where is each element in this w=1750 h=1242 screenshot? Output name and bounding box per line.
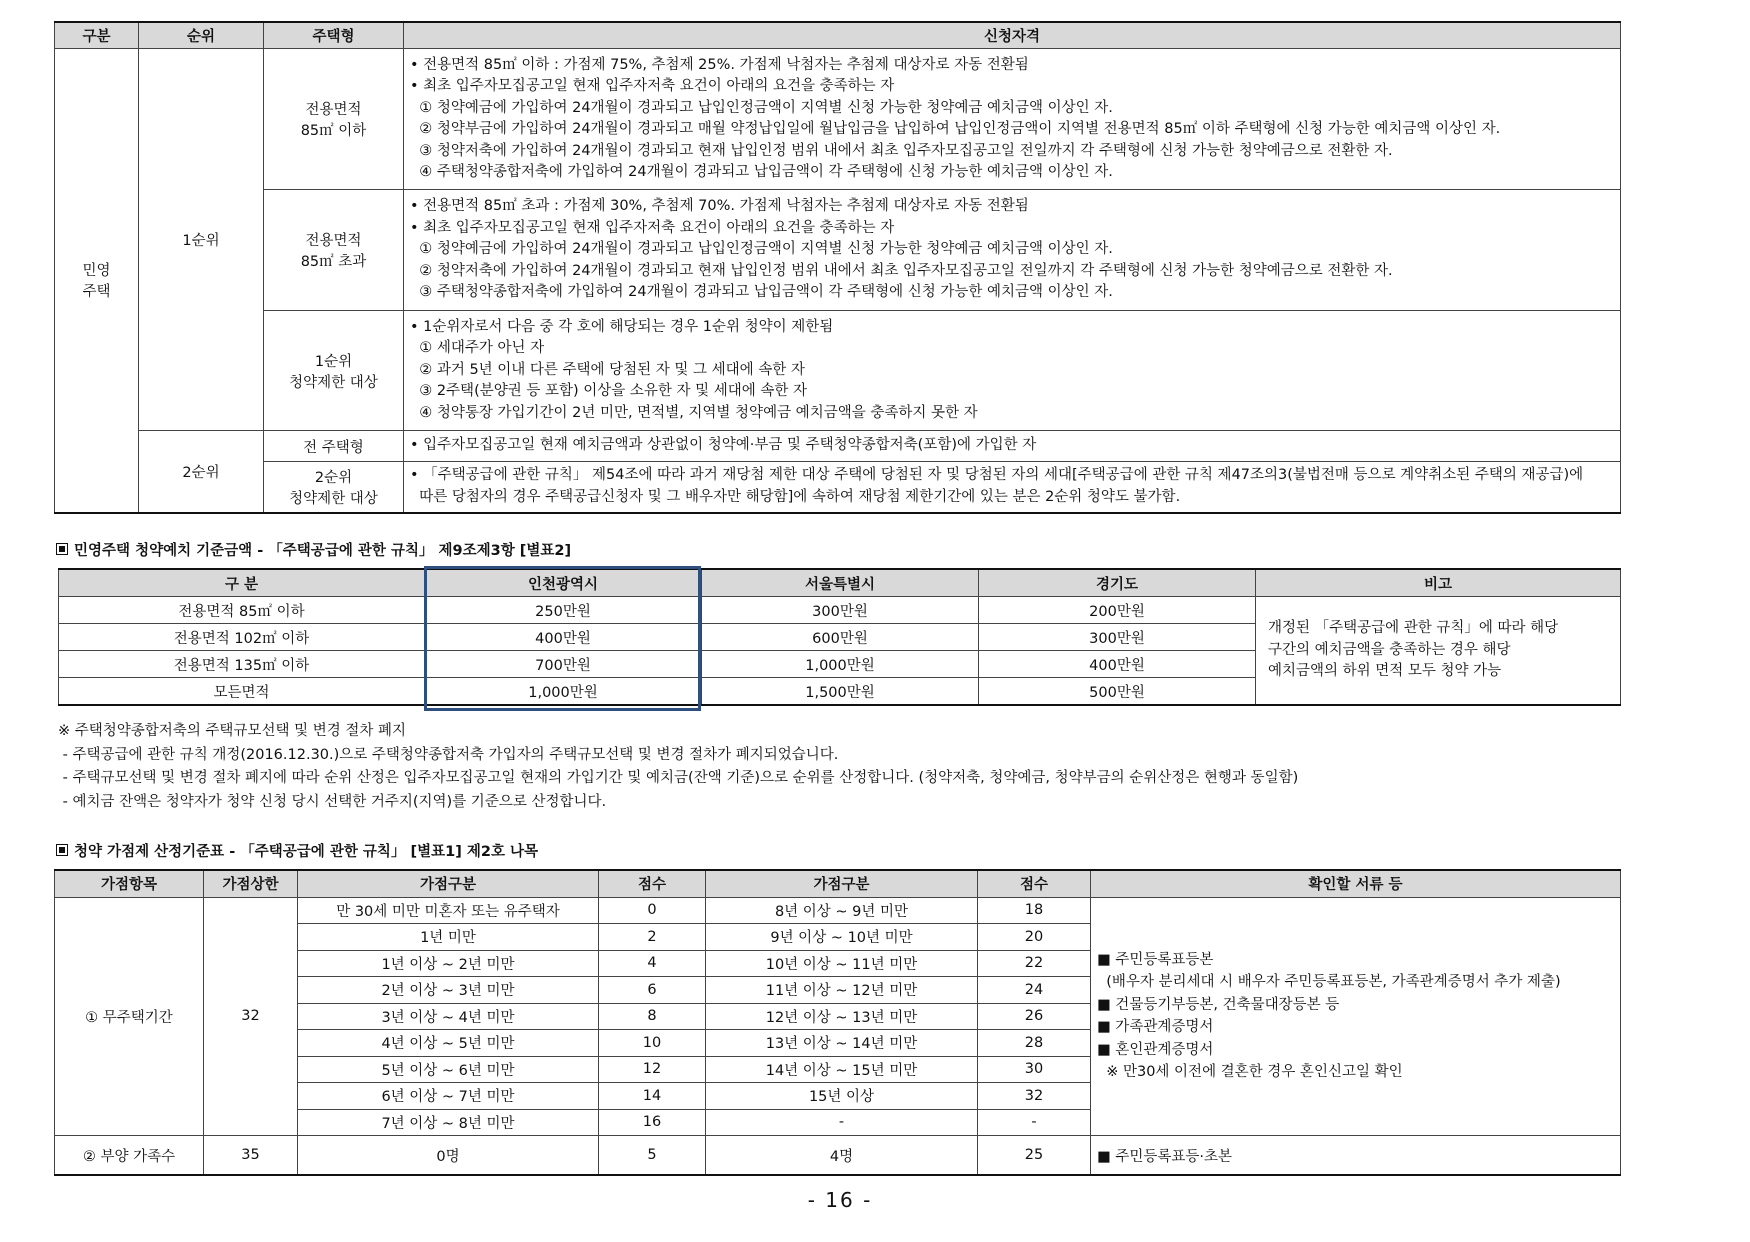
range-b-cell: 15년 이상 [706, 1083, 978, 1110]
score-criteria-table [54, 869, 1621, 1176]
eligibility-header-row [55, 22, 1621, 49]
section-title-deposit [56, 539, 571, 560]
qualification-line: ② 청약저축에 가입하여 24개월이 경과되고 현재 납입인정 범위 내에서 최초 입주자모집공고일 전일까지 각 주택형에 신청 가능한 청약예금으로 전환한 자. [410, 262, 1393, 279]
item-dependents-max: 35 [204, 1136, 298, 1176]
points-a-cell: 10 [599, 1030, 706, 1057]
points-a-cell: 12 [599, 1056, 706, 1083]
points-b-cell: 22 [978, 950, 1091, 977]
points-b-cell: 24 [978, 977, 1091, 1004]
range-b-cell: 10년 이상 ~ 11년 미만 [706, 950, 978, 977]
rank1-label: 1순위 [139, 49, 264, 431]
seoul-cell: 600만원 [702, 624, 979, 651]
note-line: - 주택규모선택 및 변경 절차 폐지에 따라 순위 산정은 입주자모집공고일 현재의 가입기간 및 예치금(잔액 기준)으로 순위를 산정합니다. (청약저축, 청약예금, 청약부금의 순위산정은 현행과 동일함) [58, 770, 1299, 786]
range-a-cell: 6년 이상 ~ 7년 미만 [298, 1083, 599, 1110]
points-a-cell: 8 [599, 1003, 706, 1030]
document-line: ■ 혼인관계증명서 [1097, 1041, 1214, 1058]
deposit-amount-table [58, 568, 1621, 706]
table-row [59, 597, 1621, 624]
points-b-cell: 26 [978, 1003, 1091, 1030]
range-b-cell: - [706, 1109, 978, 1136]
points-b-cell: 25 [978, 1136, 1091, 1176]
points-a-cell: 6 [599, 977, 706, 1004]
incheon-cell: 700만원 [425, 651, 702, 678]
gyeonggi-cell: 500만원 [979, 678, 1256, 706]
incheon-cell: 400만원 [425, 624, 702, 651]
document-line: (배우자 분리세대 시 배우자 주민등록표등본, 가족관계증명서 추가 제출) [1097, 974, 1561, 991]
category-private-housing: 민영 주택 [55, 49, 139, 513]
qualification-line: ③ 청약저축에 가입하여 24개월이 경과되고 현재 납입인정 범위 내에서 최초 입주자모집공고일 전일까지 각 주택형에 신청 가능한 청약예금으로 전환한 자. [410, 142, 1393, 159]
header-category: 구분 [55, 22, 139, 49]
qualification-line: ③ 주택청약종합저축에 가입하여 24개월이 경과되고 납입금액이 각 주택형에 신청 가능한 예치금액 이상인 자. [410, 284, 1113, 301]
points-a-cell: 2 [599, 924, 706, 951]
qualification-line: ④ 주택청약종합저축에 가입하여 24개월이 경과되고 납입금액이 각 주택형에 신청 가능한 예치금액 이상인 자. [410, 164, 1113, 180]
qualification-line: • 「주택공급에 관한 규칙」 제54조에 따라 과거 재당첨 제한 대상 주택에 당첨된 자 및 당첨된 자의 세대[주택공급에 관한 규칙 제47조의3(불법전매 등으로 계약취소된 주택의 재공급)에 [410, 467, 1584, 484]
range-b-cell: 11년 이상 ~ 12년 미만 [706, 977, 978, 1004]
table-row [55, 897, 1621, 924]
qualification-line: ① 세대주가 아닌 자 [410, 340, 545, 357]
qualification-cell [404, 49, 1621, 190]
header-qualification: 신청자격 [404, 22, 1621, 49]
item-homeless-max: 32 [204, 897, 298, 1136]
remark-cell [1256, 597, 1621, 706]
qualification-line: ③ 2주택(분양권 등 포함) 이상을 소유한 자 및 세대에 속한 자 [410, 383, 807, 400]
seoul-cell: 300만원 [702, 597, 979, 624]
header-points-b: 점수 [978, 870, 1091, 897]
housing-type-cell: 2순위 청약제한 대상 [264, 462, 404, 513]
table-row [55, 311, 1621, 431]
points-a-cell: 0 [599, 897, 706, 924]
note-line: - 주택공급에 관한 규칙 개정(2016.12.30.)으로 주택청약종합저축 가입자의 주택규모선택 및 변경 절차가 폐지되었습니다. [58, 746, 839, 763]
gyeonggi-cell: 400만원 [979, 651, 1256, 678]
header-housing-type: 주택형 [264, 22, 404, 49]
area-cell: 모든면적 [59, 678, 425, 706]
score-header-row [55, 870, 1621, 897]
qualification-cell [404, 462, 1621, 513]
header-division: 구 분 [59, 569, 425, 597]
header-remark: 비고 [1256, 569, 1621, 597]
area-cell: 전용면적 135㎡ 이하 [59, 651, 425, 678]
qualification-line: • 최초 입주자모집공고일 현재 입주자저축 요건이 아래의 요건을 충족하는 자 [410, 78, 895, 94]
qualification-line: ② 청약부금에 가입하여 24개월이 경과되고 매월 약정납입일에 월납입금을 납입하여 납입인정금액이 지역별 전용면적 85㎡ 이하 주택형에 신청 가능한 예치금액 이상인 자. [410, 121, 1501, 137]
remark-line: 구간의 예치금액을 충족하는 경우 해당 [1268, 641, 1511, 658]
remark-line: 예치금액의 하위 면적 모두 청약 가능 [1268, 663, 1502, 680]
table-row [55, 431, 1621, 462]
range-a-cell: 5년 이상 ~ 6년 미만 [298, 1056, 599, 1083]
table-row [55, 462, 1621, 513]
points-a-cell: 16 [599, 1109, 706, 1136]
housing-type-cell: 전용면적 85㎡ 이하 [264, 49, 404, 190]
range-a-cell: 1년 이상 ~ 2년 미만 [298, 950, 599, 977]
range-a-cell: 2년 이상 ~ 3년 미만 [298, 977, 599, 1004]
incheon-cell: 1,000만원 [425, 678, 702, 706]
header-documents: 확인할 서류 등 [1091, 870, 1621, 897]
range-b-cell: 14년 이상 ~ 15년 미만 [706, 1056, 978, 1083]
document-line: ■ 주민등록표등본 [1097, 951, 1214, 968]
note-line: ※ 주택청약종합저축의 주택규모선택 및 변경 절차 폐지 [58, 723, 406, 739]
range-b-cell: 9년 이상 ~ 10년 미만 [706, 924, 978, 951]
qualification-line: ④ 청약통장 가입기간이 2년 미만, 면적별, 지역별 청약예금 예치금액을 충족하지 못한 자 [410, 404, 978, 421]
header-rank: 순위 [139, 22, 264, 49]
page-number: - 16 - [807, 1188, 873, 1212]
points-b-cell: 28 [978, 1030, 1091, 1057]
range-a-cell: 3년 이상 ~ 4년 미만 [298, 1003, 599, 1030]
qualification-line: • 입주자모집공고일 현재 예치금액과 상관없이 청약예·부금 및 주택청약종합저축(포함)에 가입한 자 [410, 437, 1037, 454]
range-b-cell: 4명 [706, 1136, 978, 1176]
remark-line: 개정된 「주택공급에 관한 규칙」에 따라 해당 [1268, 620, 1559, 637]
deposit-header-row [59, 569, 1621, 597]
qualification-cell [404, 431, 1621, 462]
qualification-line: ① 청약예금에 가입하여 24개월이 경과되고 납입인정금액이 지역별 신청 가능한 청약예금 예치금액 이상인 자. [410, 241, 1113, 258]
section-title-text: 청약 가점제 산정기준표 - 「주택공급에 관한 규칙」 [별표1] 제2호 나목 [74, 844, 539, 860]
points-b-cell: 20 [978, 924, 1091, 951]
eligibility-table [54, 21, 1621, 514]
document-line: ※ 만30세 이전에 결혼한 경우 혼인신고일 확인 [1097, 1064, 1403, 1081]
points-a-cell: 5 [599, 1136, 706, 1176]
qualification-cell [404, 190, 1621, 311]
points-a-cell: 14 [599, 1083, 706, 1110]
section-title-text: 민영주택 청약예치 기준금액 - 「주택공급에 관한 규칙」 제9조제3항 [별표2] [74, 543, 572, 559]
documents-cell [1091, 897, 1621, 1136]
notes-block [58, 720, 1298, 814]
range-a-cell: 4년 이상 ~ 5년 미만 [298, 1030, 599, 1057]
range-a-cell: 7년 이상 ~ 8년 미만 [298, 1109, 599, 1136]
documents-cell: ■ 주민등록표등·초본 [1091, 1136, 1621, 1176]
points-a-cell: 4 [599, 950, 706, 977]
note-line: - 예치금 잔액은 청약자가 청약 신청 당시 선택한 거주지(지역)를 기준으로 산정합니다. [58, 793, 607, 810]
gyeonggi-cell: 300만원 [979, 624, 1256, 651]
section-title-score [56, 840, 538, 861]
range-a-cell: 0명 [298, 1136, 599, 1176]
rank2-label: 2순위 [139, 431, 264, 513]
area-cell: 전용면적 85㎡ 이하 [59, 597, 425, 624]
range-a-cell: 1년 미만 [298, 924, 599, 951]
document-line: ■ 가족관계증명서 [1097, 1019, 1214, 1036]
housing-type-cell: 전용면적 85㎡ 초과 [264, 190, 404, 311]
points-b-cell: 30 [978, 1056, 1091, 1083]
points-b-cell: 18 [978, 897, 1091, 924]
header-score-range-b: 가점구분 [706, 870, 978, 897]
section-bullet-icon [56, 543, 68, 555]
document-line: ■ 건물등기부등본, 건축물대장등본 등 [1097, 996, 1340, 1013]
qualification-line: ① 청약예금에 가입하여 24개월이 경과되고 납입인정금액이 지역별 신청 가능한 청약예금 예치금액 이상인 자. [410, 99, 1113, 116]
qualification-cell [404, 311, 1621, 431]
qualification-line: • 최초 입주자모집공고일 현재 입주자저축 요건이 아래의 요건을 충족하는 자 [410, 219, 895, 236]
header-seoul: 서울특별시 [702, 569, 979, 597]
range-b-cell: 12년 이상 ~ 13년 미만 [706, 1003, 978, 1030]
table-row [55, 190, 1621, 311]
area-cell: 전용면적 102㎡ 이하 [59, 624, 425, 651]
section-bullet-icon [56, 844, 68, 856]
qualification-line: ② 과거 5년 이내 다른 주택에 당첨된 자 및 그 세대에 속한 자 [410, 361, 805, 378]
qualification-line: • 전용면적 85㎡ 초과 : 가점제 30%, 추첨제 70%. 가점제 낙첨자는 추첨제 대상자로 자동 전환됨 [410, 198, 1029, 215]
seoul-cell: 1,500만원 [702, 678, 979, 706]
header-points-a: 점수 [599, 870, 706, 897]
header-score-item: 가점항목 [55, 870, 204, 897]
item-homeless-period: ① 무주택기간 [55, 897, 204, 1136]
points-b-cell: - [978, 1109, 1091, 1136]
points-b-cell: 32 [978, 1083, 1091, 1110]
header-incheon: 인천광역시 [425, 569, 702, 597]
qualification-line: • 전용면적 85㎡ 이하 : 가점제 75%, 추첨제 25%. 가점제 낙첨자는 추첨제 대상자로 자동 전환됨 [410, 56, 1029, 73]
range-a-cell: 만 30세 미만 미혼자 또는 유주택자 [298, 897, 599, 924]
housing-type-cell: 1순위 청약제한 대상 [264, 311, 404, 431]
incheon-cell: 250만원 [425, 597, 702, 624]
qualification-line: • 1순위자로서 다음 중 각 호에 해당되는 경우 1순위 청약이 제한됨 [410, 318, 834, 335]
gyeonggi-cell: 200만원 [979, 597, 1256, 624]
header-score-range-a: 가점구분 [298, 870, 599, 897]
header-gyeonggi: 경기도 [979, 569, 1256, 597]
header-score-max: 가점상한 [204, 870, 298, 897]
item-dependents: ② 부양 가족수 [55, 1136, 204, 1176]
range-b-cell: 13년 이상 ~ 14년 미만 [706, 1030, 978, 1057]
seoul-cell: 1,000만원 [702, 651, 979, 678]
qualification-line: 따른 당첨자의 경우 주택공급신청자 및 그 배우자만 해당함]에 속하여 재당첨 제한기간에 있는 분은 2순위 청약도 불가함. [410, 488, 1181, 505]
table-row [55, 1136, 1621, 1176]
range-b-cell: 8년 이상 ~ 9년 미만 [706, 897, 978, 924]
housing-type-cell: 전 주택형 [264, 431, 404, 462]
table-row [55, 49, 1621, 190]
